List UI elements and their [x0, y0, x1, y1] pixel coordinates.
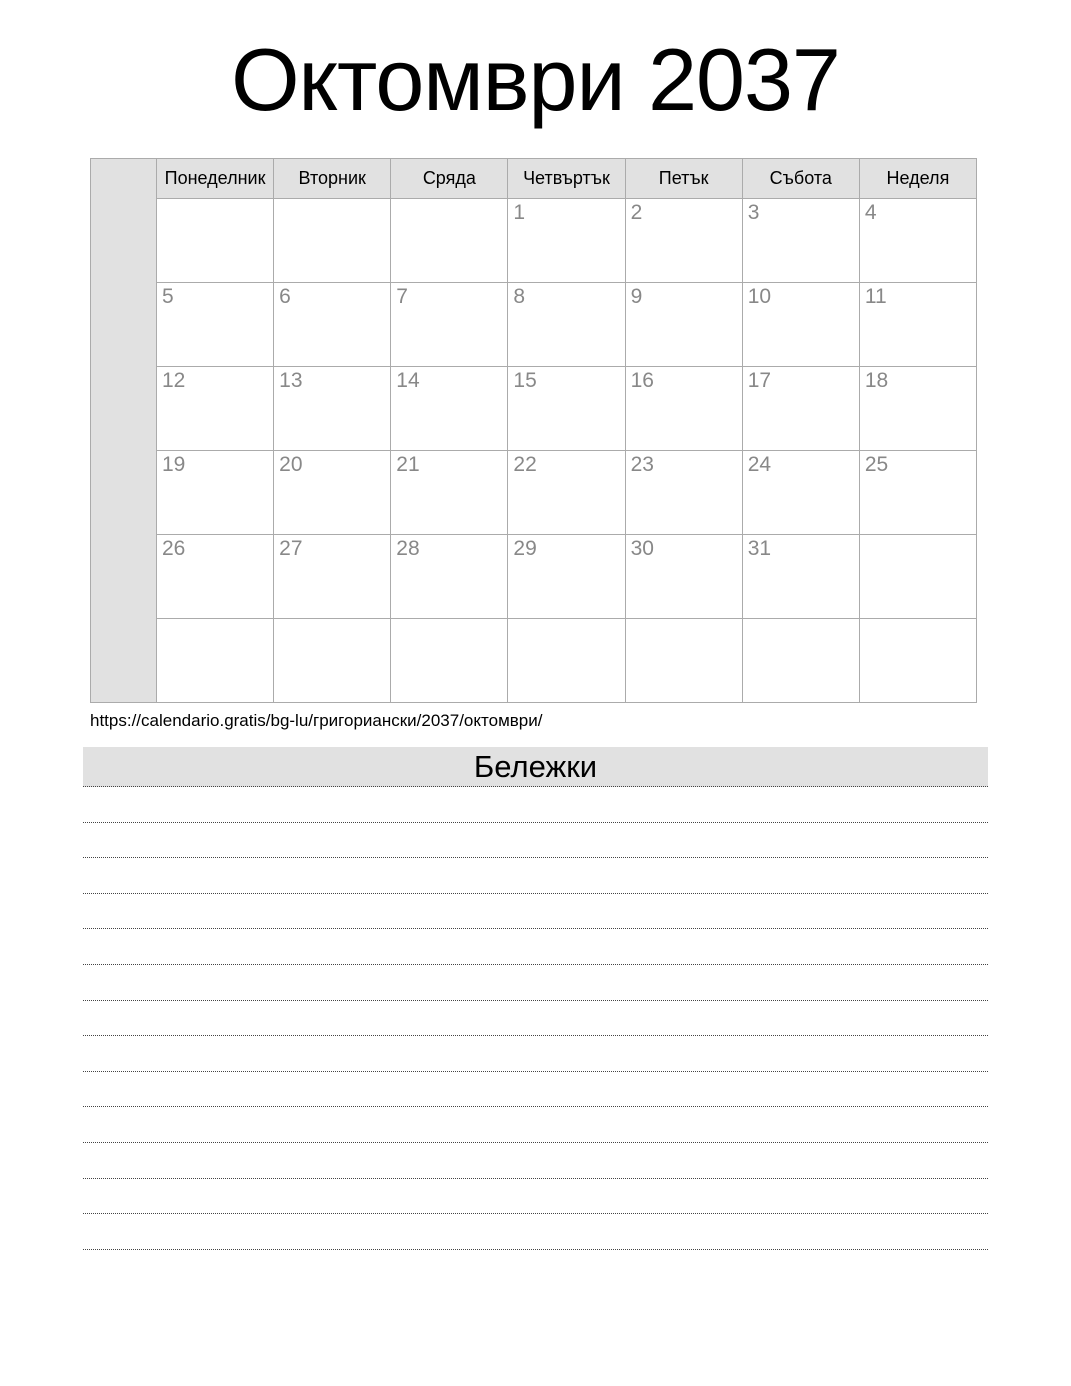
day-cell-empty [157, 199, 274, 283]
notes-line-6 [83, 965, 988, 1001]
day-header-4: Четвъртък [508, 159, 625, 199]
notes-section [83, 747, 988, 1250]
day-cell-1: 1 [508, 199, 625, 283]
calendar-week-row-5 [91, 535, 977, 619]
notes-line-8 [83, 1036, 988, 1072]
day-cell-23: 23 [625, 451, 742, 535]
notes-line-7 [83, 1001, 988, 1037]
calendar [90, 158, 977, 703]
calendar-week-row-6 [91, 619, 977, 703]
day-cell-21: 21 [391, 451, 508, 535]
calendar-week-row-2 [91, 283, 977, 367]
day-cell-7: 7 [391, 283, 508, 367]
day-cell-14: 14 [391, 367, 508, 451]
day-cell-3: 3 [742, 199, 859, 283]
day-cell-empty [391, 619, 508, 703]
day-header-1: Понеделник [157, 159, 274, 199]
day-cell-2: 2 [625, 199, 742, 283]
day-cell-22: 22 [508, 451, 625, 535]
day-cell-empty [859, 535, 976, 619]
day-cell-28: 28 [391, 535, 508, 619]
calendar-header-row [91, 159, 977, 199]
calendar-week-row-4 [91, 451, 977, 535]
calendar-week-row-1 [91, 199, 977, 283]
notes-line-1 [83, 787, 988, 823]
notes-line-11 [83, 1143, 988, 1179]
day-cell-empty [625, 619, 742, 703]
day-cell-19: 19 [157, 451, 274, 535]
day-cell-empty [859, 619, 976, 703]
notes-line-4 [83, 894, 988, 930]
day-cell-25: 25 [859, 451, 976, 535]
source-url-text: https://calendario.gratis/bg-lu/григориански/2037/октомври/ [90, 711, 543, 730]
notes-line-13 [83, 1214, 988, 1250]
day-cell-20: 20 [274, 451, 391, 535]
day-cell-18: 18 [859, 367, 976, 451]
day-cell-5: 5 [157, 283, 274, 367]
day-cell-17: 17 [742, 367, 859, 451]
notes-line-5 [83, 929, 988, 965]
day-cell-empty [274, 199, 391, 283]
notes-line-10 [83, 1107, 988, 1143]
notes-line-12 [83, 1179, 988, 1215]
day-cell-9: 9 [625, 283, 742, 367]
day-header-6: Събота [742, 159, 859, 199]
week-number-column [91, 159, 157, 703]
day-cell-12: 12 [157, 367, 274, 451]
day-cell-13: 13 [274, 367, 391, 451]
day-cell-10: 10 [742, 283, 859, 367]
day-cell-empty [391, 199, 508, 283]
day-cell-27: 27 [274, 535, 391, 619]
day-cell-empty [157, 619, 274, 703]
day-cell-31: 31 [742, 535, 859, 619]
day-cell-4: 4 [859, 199, 976, 283]
day-header-3: Сряда [391, 159, 508, 199]
notes-lines [83, 787, 988, 1250]
day-cell-empty [508, 619, 625, 703]
day-cell-6: 6 [274, 283, 391, 367]
day-cell-30: 30 [625, 535, 742, 619]
day-cell-15: 15 [508, 367, 625, 451]
day-header-5: Петък [625, 159, 742, 199]
day-cell-16: 16 [625, 367, 742, 451]
day-cell-29: 29 [508, 535, 625, 619]
day-cell-empty [742, 619, 859, 703]
page-title: Октомври 2037 [231, 30, 840, 129]
calendar-table [90, 158, 977, 703]
day-header-7: Неделя [859, 159, 976, 199]
notes-line-9 [83, 1072, 988, 1108]
day-header-2: Вторник [274, 159, 391, 199]
day-cell-empty [274, 619, 391, 703]
notes-line-2 [83, 823, 988, 859]
notes-title: Бележки [83, 747, 988, 787]
notes-line-3 [83, 858, 988, 894]
calendar-week-row-3 [91, 367, 977, 451]
day-cell-24: 24 [742, 451, 859, 535]
day-cell-26: 26 [157, 535, 274, 619]
day-cell-8: 8 [508, 283, 625, 367]
day-cell-11: 11 [859, 283, 976, 367]
